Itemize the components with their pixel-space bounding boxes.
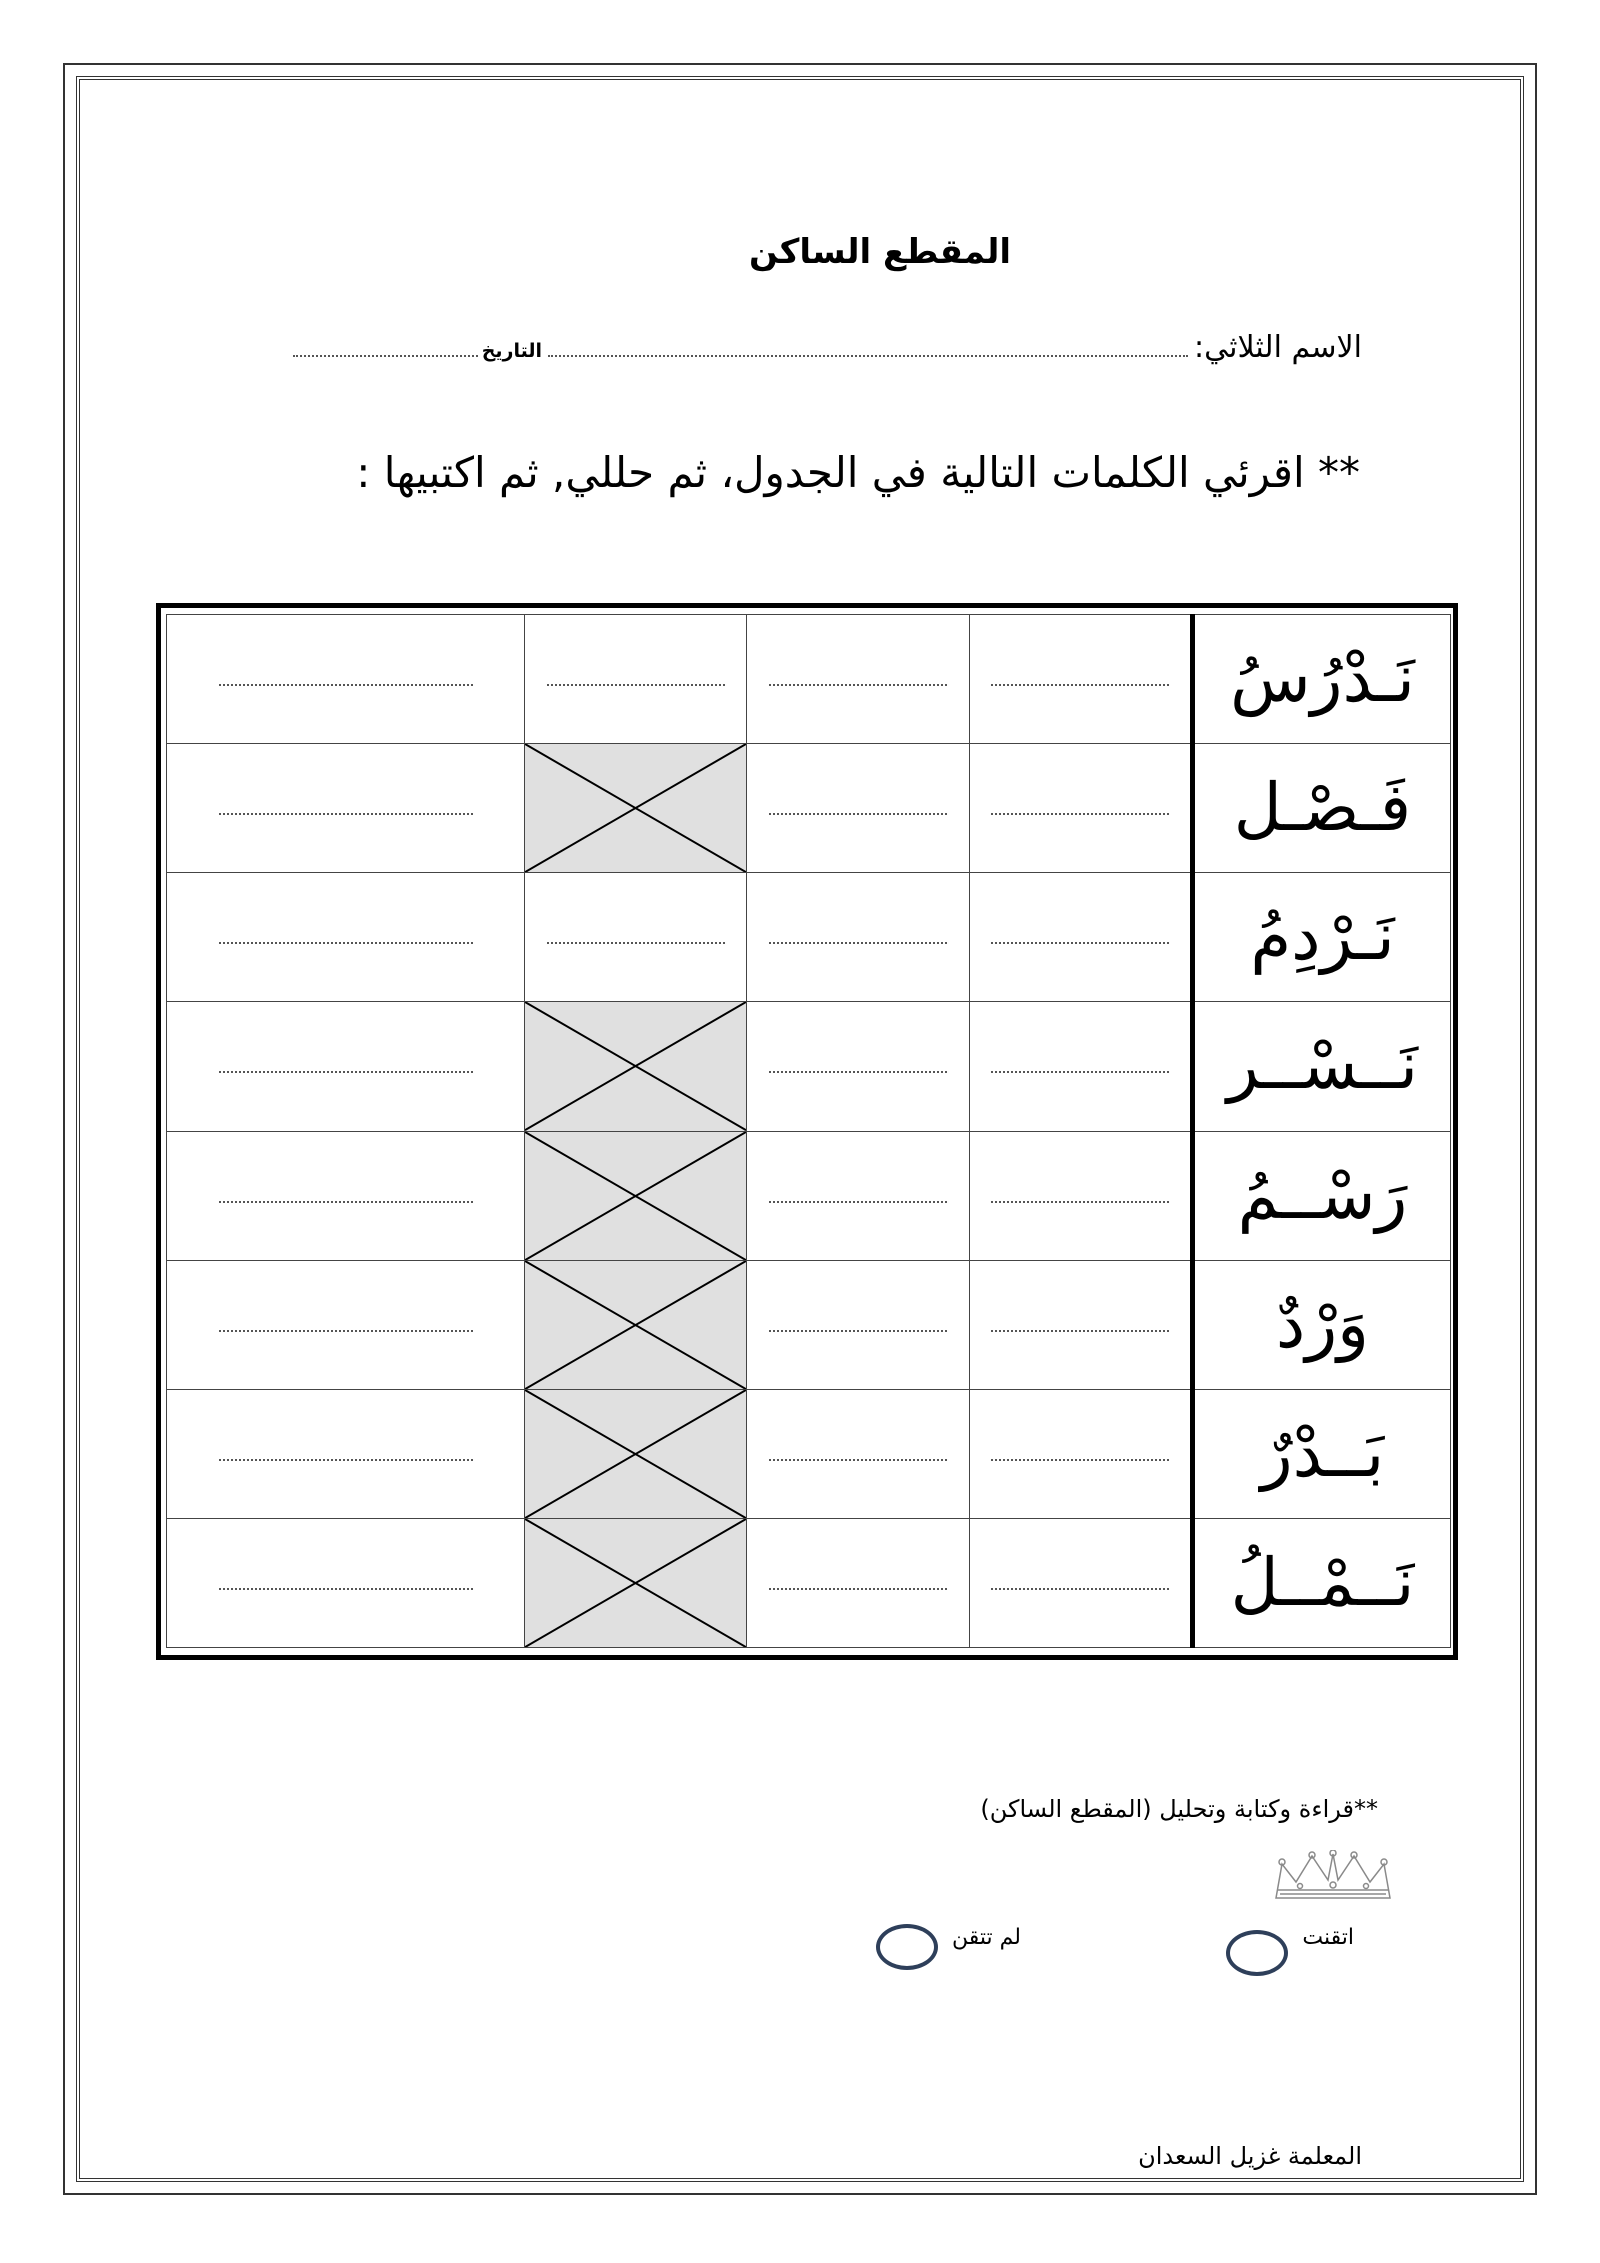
instruction-text: ** اقرئي الكلمات التالية في الجدول، ثم حللي, ثم اكتبيها :: [356, 448, 1360, 497]
syllable-cell[interactable]: [525, 873, 747, 1002]
dotted-line: [991, 932, 1169, 944]
cross-mark-icon: [525, 744, 746, 872]
dotted-line: [219, 674, 473, 686]
cross-mark-icon: [525, 1261, 746, 1389]
syllable-cell[interactable]: [747, 1260, 970, 1389]
write-word-cell[interactable]: [167, 1389, 525, 1518]
syllable-cell[interactable]: [747, 1131, 970, 1260]
crossed-cell: [525, 1518, 747, 1647]
mastered-circle[interactable]: [1226, 1930, 1288, 1976]
dotted-line: [219, 803, 473, 815]
syllable-cell[interactable]: [747, 1002, 970, 1131]
dotted-line: [769, 1061, 947, 1073]
crown-icon: [1272, 1850, 1394, 1902]
table-row: [167, 1389, 1451, 1518]
word-cell: بَــدْرٌ: [1193, 1389, 1451, 1518]
dotted-line: [219, 1578, 473, 1590]
dotted-line: [547, 932, 725, 944]
dotted-line: [769, 932, 947, 944]
analysis-table: [156, 603, 1458, 1660]
date-field[interactable]: [293, 337, 478, 357]
syllable-cell[interactable]: [970, 1002, 1193, 1131]
syllable-cell[interactable]: [970, 873, 1193, 1002]
dotted-line: [219, 1449, 473, 1461]
syllable-cell[interactable]: [525, 615, 747, 744]
crossed-cell: [525, 744, 747, 873]
crossed-cell: [525, 1131, 747, 1260]
cross-mark-icon: [525, 1390, 746, 1518]
table-row: [167, 1002, 1451, 1131]
word-cell: رَسْــمُ: [1193, 1131, 1451, 1260]
word-cell: نَـرْدِمُ: [1193, 873, 1451, 1002]
dotted-line: [991, 1320, 1169, 1332]
dotted-line: [219, 932, 473, 944]
write-word-cell[interactable]: [167, 615, 525, 744]
table-row: [167, 873, 1451, 1002]
table-row: [167, 1260, 1451, 1389]
syllable-cell[interactable]: [747, 1389, 970, 1518]
dotted-line: [769, 674, 947, 686]
dotted-line: [769, 1449, 947, 1461]
mastered-label: اتقنت: [1302, 1925, 1354, 1950]
table-row: [167, 744, 1451, 873]
syllable-cell[interactable]: [970, 744, 1193, 873]
dotted-line: [547, 674, 725, 686]
name-date-line: [262, 330, 1362, 365]
dotted-line: [219, 1320, 473, 1332]
syllable-cell[interactable]: [970, 1131, 1193, 1260]
table-row: [167, 615, 1451, 744]
worksheet-title: المقطع الساكن: [748, 232, 1012, 272]
dotted-line: [991, 803, 1169, 815]
dotted-line: [991, 1191, 1169, 1203]
footer-note: **قراءة وكتابة وتحليل (المقطع الساكن): [980, 1795, 1378, 1823]
syllable-cell[interactable]: [970, 1389, 1193, 1518]
syllable-cell[interactable]: [970, 1260, 1193, 1389]
word-cell: فَـصْـل: [1193, 744, 1451, 873]
write-word-cell[interactable]: [167, 1002, 525, 1131]
write-word-cell[interactable]: [167, 873, 525, 1002]
date-label: التاريخ: [481, 340, 543, 362]
name-label: الاسم الثلاثي:: [1194, 330, 1362, 365]
syllable-cell[interactable]: [747, 1518, 970, 1647]
dotted-line: [991, 1061, 1169, 1073]
write-word-cell[interactable]: [167, 1131, 525, 1260]
word-cell: نَــمْــلُ: [1193, 1518, 1451, 1647]
word-cell: وَرْدٌ: [1193, 1260, 1451, 1389]
word-cell: نَـدْرُسُ: [1193, 615, 1451, 744]
write-word-cell[interactable]: [167, 744, 525, 873]
syllable-cell[interactable]: [970, 1518, 1193, 1647]
dotted-line: [219, 1191, 473, 1203]
syllable-cell[interactable]: [747, 744, 970, 873]
name-field[interactable]: [548, 331, 1188, 357]
crossed-cell: [525, 1002, 747, 1131]
cross-mark-icon: [525, 1002, 746, 1130]
syllable-cell[interactable]: [970, 615, 1193, 744]
crossed-cell: [525, 1389, 747, 1518]
dotted-line: [769, 1191, 947, 1203]
write-word-cell[interactable]: [167, 1518, 525, 1647]
word-cell: نَــسْــر: [1193, 1002, 1451, 1131]
dotted-line: [991, 674, 1169, 686]
not-mastered-label: لم تتقن: [952, 1925, 1021, 1950]
dotted-line: [219, 1061, 473, 1073]
dotted-line: [991, 1578, 1169, 1590]
crossed-cell: [525, 1260, 747, 1389]
dotted-line: [991, 1449, 1169, 1461]
teacher-signature: المعلمة غزيل السعدان: [1138, 2142, 1362, 2170]
syllable-cell[interactable]: [747, 615, 970, 744]
cross-mark-icon: [525, 1519, 746, 1647]
table-row: [167, 1131, 1451, 1260]
syllable-cell[interactable]: [747, 873, 970, 1002]
dotted-line: [769, 803, 947, 815]
cross-mark-icon: [525, 1132, 746, 1260]
write-word-cell[interactable]: [167, 1260, 525, 1389]
not-mastered-circle[interactable]: [876, 1924, 938, 1970]
dotted-line: [769, 1320, 947, 1332]
dotted-line: [769, 1578, 947, 1590]
table-row: [167, 1518, 1451, 1647]
